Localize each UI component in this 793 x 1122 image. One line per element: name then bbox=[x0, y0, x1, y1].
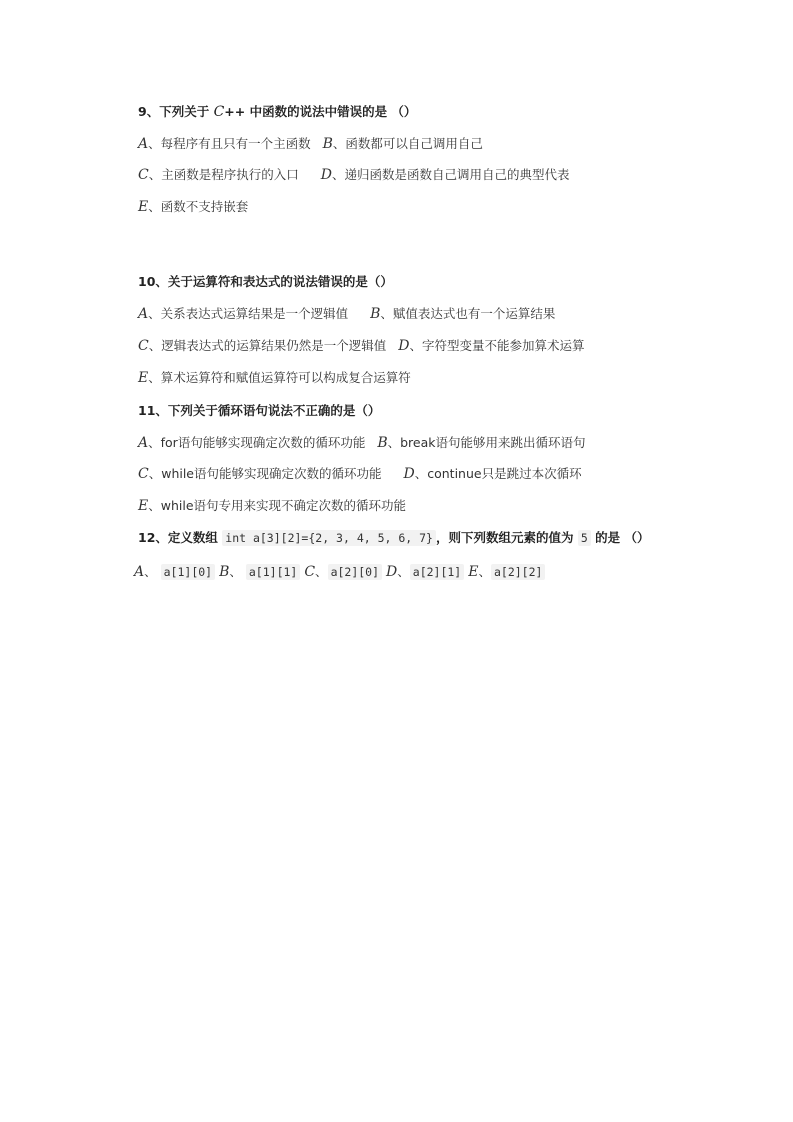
option-text: 、函数都可以自己调用自己 bbox=[332, 136, 483, 151]
option-letter: B bbox=[322, 136, 333, 152]
option-letter: A bbox=[134, 564, 145, 580]
question-11-title: 11、下列关于循环语句说法不正确的是（） bbox=[138, 403, 381, 418]
option-text: 、for语句能够实现确定次数的循环功能 bbox=[148, 435, 366, 450]
question-11-option-d bbox=[404, 466, 582, 481]
option-sep: 、 bbox=[144, 564, 157, 579]
question-12-option-d bbox=[386, 564, 464, 579]
option-text: 、递归函数是函数自己调用自己的典型代表 bbox=[331, 167, 570, 182]
option-letter: C bbox=[304, 564, 316, 580]
question-12-options-row bbox=[134, 563, 545, 581]
option-text: 、while语句专用来实现不确定次数的循环功能 bbox=[148, 498, 407, 513]
question-9-row-1 bbox=[138, 135, 483, 153]
question-12-option-b bbox=[219, 564, 300, 579]
option-letter: C bbox=[138, 338, 149, 354]
question-9-option-c bbox=[138, 167, 299, 182]
option-letter: E bbox=[468, 564, 479, 580]
option-letter: E bbox=[138, 199, 149, 215]
question-9-option-e bbox=[138, 199, 248, 214]
question-10-title: 10、关于运算符和表达式的说法错误的是（） bbox=[138, 274, 393, 289]
question-11-row-3 bbox=[138, 497, 406, 515]
question-10-row-2 bbox=[138, 337, 584, 355]
option-letter: D bbox=[403, 466, 415, 482]
option-letter: D bbox=[398, 338, 410, 354]
option-text: 、赋值表达式也有一个运算结果 bbox=[380, 306, 556, 321]
question-12-option-c bbox=[304, 564, 382, 579]
option-sep: 、 bbox=[229, 564, 242, 579]
option-text: 、函数不支持嵌套 bbox=[148, 199, 249, 214]
question-12-array-code: int a[3][2]={2, 3, 4, 5, 6, 7} bbox=[222, 530, 436, 546]
question-9-title bbox=[138, 103, 416, 121]
question-9-option-b bbox=[323, 136, 483, 151]
option-letter: C bbox=[138, 466, 149, 482]
option-text: 、continue只是跳过本次循环 bbox=[414, 466, 582, 481]
option-letter: D bbox=[320, 167, 332, 183]
option-letter: D bbox=[386, 564, 398, 580]
option-letter: B bbox=[219, 564, 230, 580]
question-10-option-c bbox=[138, 338, 386, 353]
question-9-title-math: C bbox=[213, 104, 225, 120]
option-code: a[2][2] bbox=[491, 564, 545, 580]
option-text: 、关系表达式运算结果是一个逻辑值 bbox=[148, 306, 349, 321]
question-9-row-3 bbox=[138, 198, 248, 216]
question-9-title-suffix: ++ 中函数的说法中错误的是 （） bbox=[224, 104, 417, 119]
question-11-row-1 bbox=[138, 434, 586, 452]
option-text: 、逻辑表达式的运算结果仍然是一个逻辑值 bbox=[148, 338, 387, 353]
question-12-option-a bbox=[134, 564, 215, 579]
option-letter: A bbox=[138, 435, 149, 451]
option-sep: 、 bbox=[397, 564, 410, 579]
option-code: a[1][0] bbox=[161, 564, 215, 580]
option-letter: B bbox=[370, 306, 381, 322]
option-code: a[2][1] bbox=[410, 564, 464, 580]
option-sep: 、 bbox=[478, 564, 491, 579]
option-letter: E bbox=[138, 370, 149, 386]
option-sep: 、 bbox=[315, 564, 328, 579]
question-9-option-a bbox=[138, 136, 311, 151]
option-letter: A bbox=[138, 306, 149, 322]
question-10-option-d bbox=[398, 338, 584, 353]
option-text: 、字符型变量不能参加算术运算 bbox=[409, 338, 585, 353]
question-12-title-middle: ，则下列数组元素的值为 bbox=[435, 530, 574, 545]
question-11-option-c bbox=[138, 466, 382, 481]
question-10-option-e bbox=[138, 370, 411, 385]
option-text: 、主函数是程序执行的入口 bbox=[148, 167, 299, 182]
option-letter: A bbox=[138, 136, 149, 152]
option-letter: C bbox=[138, 167, 149, 183]
question-11-option-a bbox=[138, 435, 365, 450]
option-text: 、每程序有且只有一个主函数 bbox=[148, 136, 311, 151]
question-10-row-1 bbox=[138, 305, 555, 323]
question-12-option-e bbox=[468, 564, 545, 579]
question-9-option-d bbox=[321, 167, 570, 182]
question-12-title bbox=[138, 529, 650, 547]
option-text: 、break语句能够用来跳出循环语句 bbox=[387, 435, 586, 450]
option-text: 、算术运算符和赋值运算符可以构成复合运算符 bbox=[148, 370, 411, 385]
question-12-title-suffix: 的是 （） bbox=[595, 530, 650, 545]
option-letter: B bbox=[377, 435, 388, 451]
question-10-option-a bbox=[138, 306, 348, 321]
question-11-option-b bbox=[377, 435, 585, 450]
option-text: 、while语句能够实现确定次数的循环功能 bbox=[148, 466, 382, 481]
option-code: a[1][1] bbox=[246, 564, 300, 580]
question-11-option-e bbox=[138, 498, 406, 513]
option-code: a[2][0] bbox=[328, 564, 382, 580]
question-10-row-3 bbox=[138, 369, 411, 387]
question-12-target-value: 5 bbox=[578, 530, 591, 546]
question-9-title-prefix: 9、下列关于 bbox=[138, 104, 210, 119]
option-letter: E bbox=[138, 498, 149, 514]
question-10-option-b bbox=[370, 306, 555, 321]
question-11-row-2 bbox=[138, 465, 582, 483]
question-9-row-2 bbox=[138, 166, 569, 184]
question-12-title-prefix: 12、定义数组 bbox=[138, 530, 218, 545]
